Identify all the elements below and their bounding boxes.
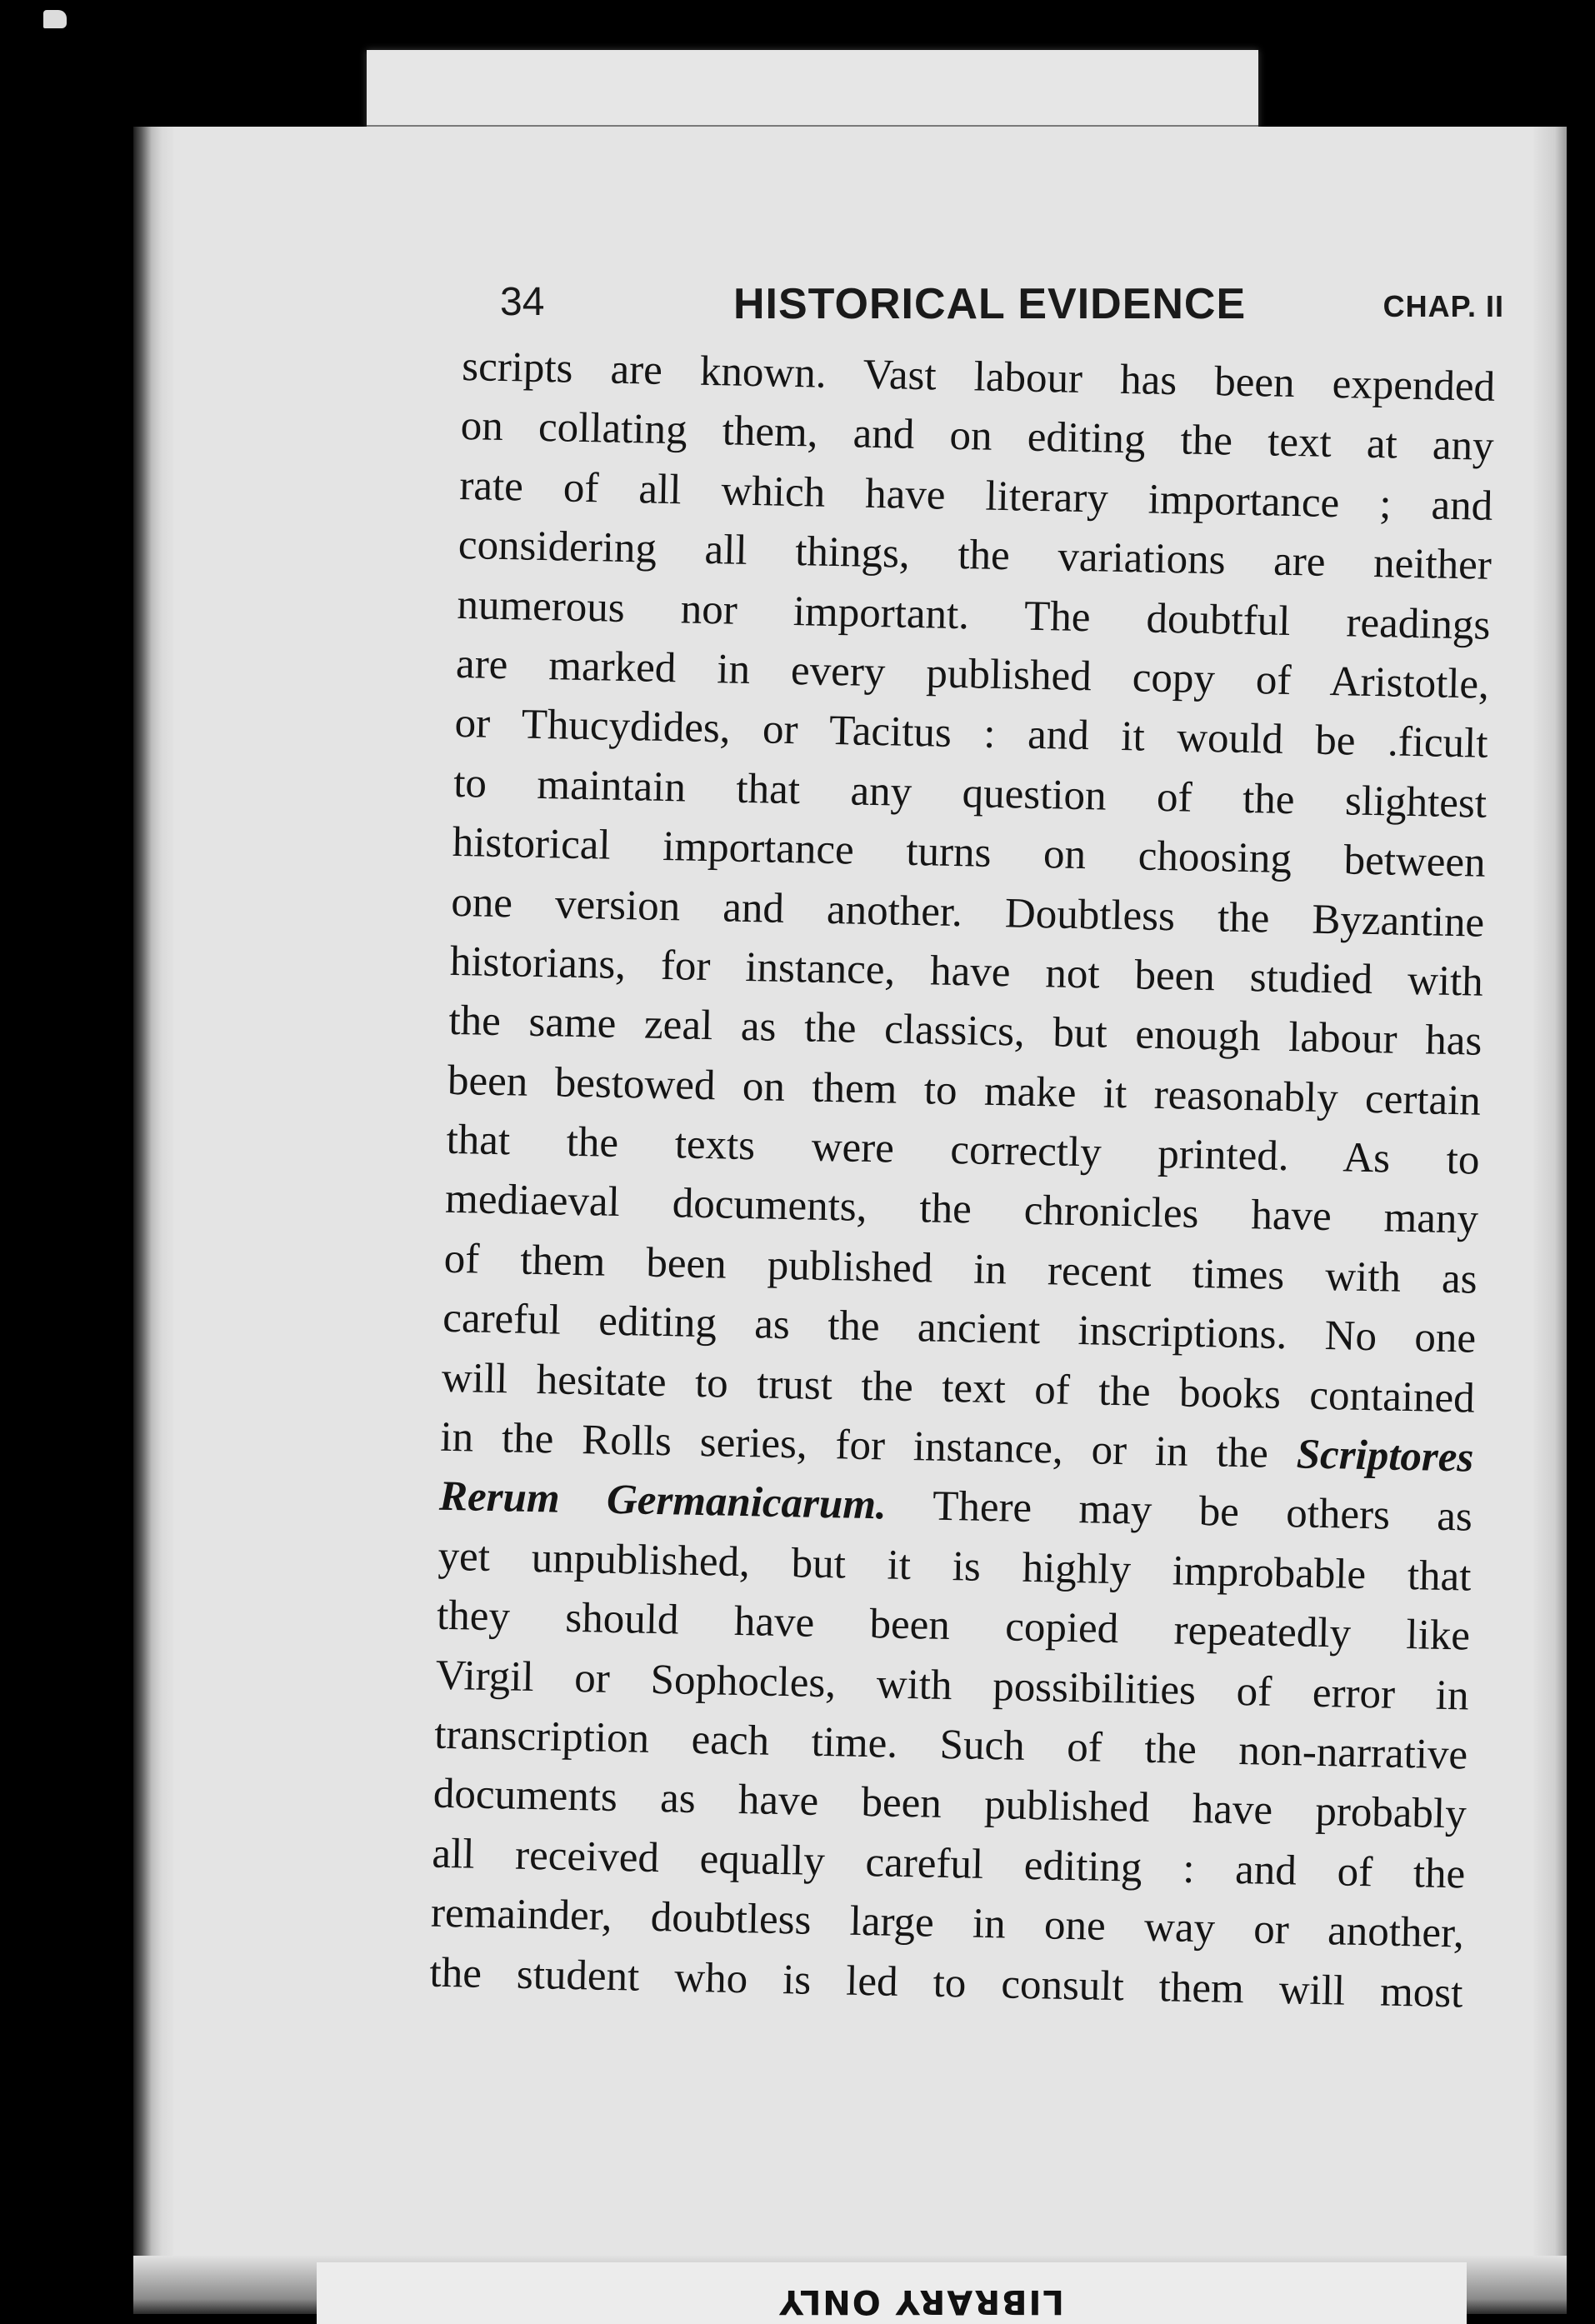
text-line: rate of all which have literary importance ; and <box>458 462 1493 530</box>
text-line: that the texts were correctly printed. As to <box>446 1116 1480 1184</box>
text-line: will hesitate to trust the text of the books contained <box>441 1354 1476 1422</box>
italic-title: Scriptores <box>1296 1431 1474 1482</box>
text-line: numerous nor important. The doubtful readings <box>457 581 1491 649</box>
text-line: or Thucydides, or Tacitus : and it would be .ficult <box>454 700 1489 768</box>
text-line: remainder, doubtless large in one way or another, <box>430 1889 1465 1957</box>
text-line: careful editing as the ancient inscriptions. No one <box>442 1295 1477 1362</box>
library-only-stamp: LIBRARY ONLY <box>778 2282 1064 2321</box>
page-left-edge <box>133 127 173 2314</box>
text-line: they should have been copied repeatedly like <box>436 1592 1471 1660</box>
bottom-paper-strip <box>317 2262 1467 2324</box>
text-line: of them been published in recent times with as <box>443 1235 1478 1303</box>
body-text <box>429 337 1496 2023</box>
italic-title: Rerum Germanicarum. <box>438 1473 888 1529</box>
text-line: transcription each time. Such of the non-narrative <box>433 1711 1468 1779</box>
text-segment: There may be others as <box>886 1482 1473 1542</box>
chapter-reference: CHAP. II <box>1382 289 1504 323</box>
text-line: historical importance turns on choosing between <box>452 819 1487 887</box>
page-number: 34 <box>500 280 545 324</box>
text-line: documents as have been published have probably <box>432 1771 1468 1838</box>
text-line: scripts are known. Vast labour has been expended <box>461 342 1496 411</box>
text-line: Virgil or Sophocles, with possibilities of error in <box>435 1652 1470 1720</box>
text-line: the same zeal as the classics, but enough labour has <box>448 997 1482 1066</box>
text-line: to maintain that any question of the slightest <box>452 759 1488 827</box>
text-line: on collating them, and on editing the text at any <box>460 402 1495 471</box>
text-line: yet unpublished, but it is highly improbable that <box>438 1532 1472 1601</box>
text-line: the student who is led to consult them will most <box>429 1949 1463 2017</box>
text-line: mediaeval documents, the chronicles have many <box>444 1176 1479 1244</box>
text-line: considering all things, the variations are neither <box>458 522 1492 590</box>
text-line: all received equally careful editing : and of the <box>431 1830 1466 1898</box>
text-line: one version and another. Doubtless the Byzantine <box>450 878 1485 947</box>
text-line: historians, for instance, have not been studied with <box>449 937 1484 1006</box>
running-title: HISTORICAL EVIDENCE <box>733 280 1247 328</box>
text-line: are marked in every published copy of Aristotle, <box>455 640 1490 708</box>
text-segment: in the Rolls series, for instance, or in the <box>439 1413 1269 1477</box>
page-right-edge <box>1533 127 1567 2314</box>
text-line: been bestowed on them to make it reasonably certain <box>447 1057 1482 1125</box>
corner-scan-mark <box>43 10 67 28</box>
page-header <box>500 279 1504 337</box>
